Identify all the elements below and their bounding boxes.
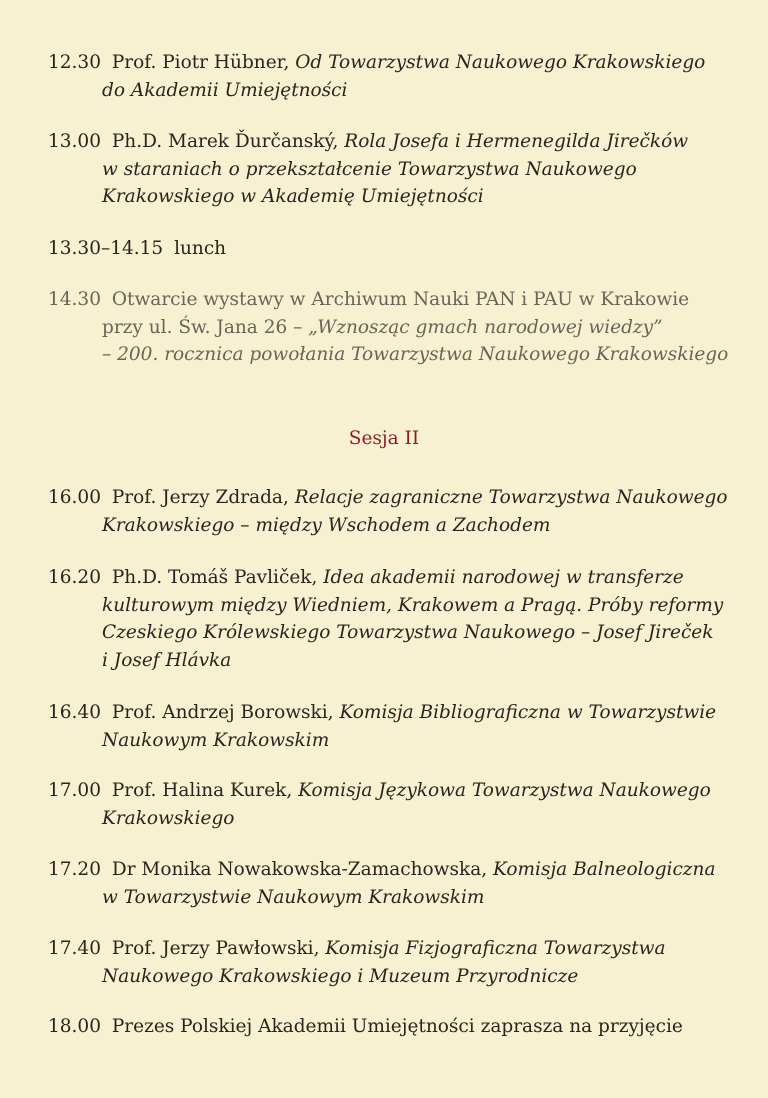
entry-title-cont: kulturowym między Wiedniem, Krakowem a Pragą. Próby reformy [102, 594, 724, 616]
entry-title: Rola Josefa i Hermenegilda Jirečków [344, 131, 689, 152]
entry-time: 16.20 [48, 567, 101, 588]
entry-text: Prezes Polskiej Akademii Umiejętności zaprasza na przyjęcie [111, 1016, 683, 1037]
entry-title: Idea akademii narodowej w transferze [323, 567, 684, 588]
program-entry [48, 856, 738, 911]
entry-time: 14.30 [48, 289, 101, 310]
program-entry [48, 128, 738, 211]
entry-title-cont: Naukowego Krakowskiego i Muzeum Przyrodnicze [102, 965, 579, 987]
entry-time: 17.20 [48, 859, 101, 880]
entry-time: 12.30 [48, 52, 101, 73]
entry-text-cont: przy ul. Św. Jana 26 – [102, 316, 309, 338]
program-entry [48, 49, 738, 104]
entry-title-cont: w Towarzystwie Naukowym Krakowskim [102, 886, 485, 908]
entry-text: Otwarcie wystawy w Archiwum Nauki PAN i PAU w Krakowie [111, 289, 690, 310]
exhibition-title: „Wznosząc gmach narodowej wiedzy” [308, 316, 663, 338]
program-entry [48, 235, 738, 263]
entry-speaker: Ph.D. Tomáš Pavliček, [111, 567, 318, 588]
entry-title: Komisja Fizjograficzna Towarzystwa [325, 938, 666, 959]
program-entry [48, 777, 738, 832]
program-entry [48, 286, 738, 369]
entry-title-cont: i Josef Hlávka [102, 649, 232, 671]
entry-time: 16.40 [48, 702, 101, 723]
program-entry [48, 484, 738, 539]
entry-speaker: Prof. Jerzy Pawłowski, [111, 938, 320, 959]
entry-title-cont: Krakowskiego [102, 807, 235, 829]
entry-text: lunch [174, 238, 227, 259]
entry-speaker: Prof. Halina Kurek, [111, 780, 293, 801]
session-title: Sesja II [348, 428, 420, 449]
program-entry [48, 935, 738, 990]
entry-time: 18.00 [48, 1016, 101, 1037]
entry-title-cont: Czeskiego Królewskiego Towarzystwa Naukowego – Josef Jireček [102, 622, 714, 643]
entry-title-cont: w staraniach o przekształcenie Towarzystwa Naukowego [102, 158, 637, 180]
entry-title-cont: Krakowskiego – między Wschodem a Zachodem [102, 514, 551, 536]
program-entry [48, 1013, 738, 1041]
program-entry [48, 699, 738, 754]
entry-speaker: Ph.D. Marek Ďurčanský, [111, 131, 339, 152]
entry-time: 16.00 [48, 487, 101, 508]
entry-speaker: Prof. Piotr Hübner, [111, 52, 290, 73]
entry-speaker: Dr Monika Nowakowska-Zamachowska, [111, 859, 488, 880]
entry-title: Komisja Balneologiczna [493, 859, 716, 880]
entry-title-cont: Naukowym Krakowskim [102, 729, 330, 751]
entry-title-cont: do Akademii Umiejętności [102, 79, 348, 101]
entry-time: 17.00 [48, 780, 101, 801]
entry-speaker: Prof. Andrzej Borowski, [111, 702, 334, 723]
entry-time: 13.30–14.15 [48, 238, 164, 259]
program-entry [48, 564, 738, 674]
entry-time: 13.00 [48, 131, 101, 152]
entry-title-cont: Krakowskiego w Akademię Umiejętności [102, 186, 484, 207]
entry-title: Komisja Językowa Towarzystwa Naukowego [298, 780, 711, 801]
entry-title: Relacje zagraniczne Towarzystwa Naukowego [294, 487, 728, 508]
entry-time: 17.40 [48, 938, 101, 959]
entry-title: Od Towarzystwa Naukowego Krakowskiego [295, 52, 706, 73]
entry-speaker: Prof. Jerzy Zdrada, [111, 487, 289, 508]
entry-text-cont: – 200. rocznica powołania Towarzystwa Naukowego Krakowskiego [102, 344, 729, 365]
entry-title: Komisja Bibliograficzna w Towarzystwie [339, 702, 717, 723]
